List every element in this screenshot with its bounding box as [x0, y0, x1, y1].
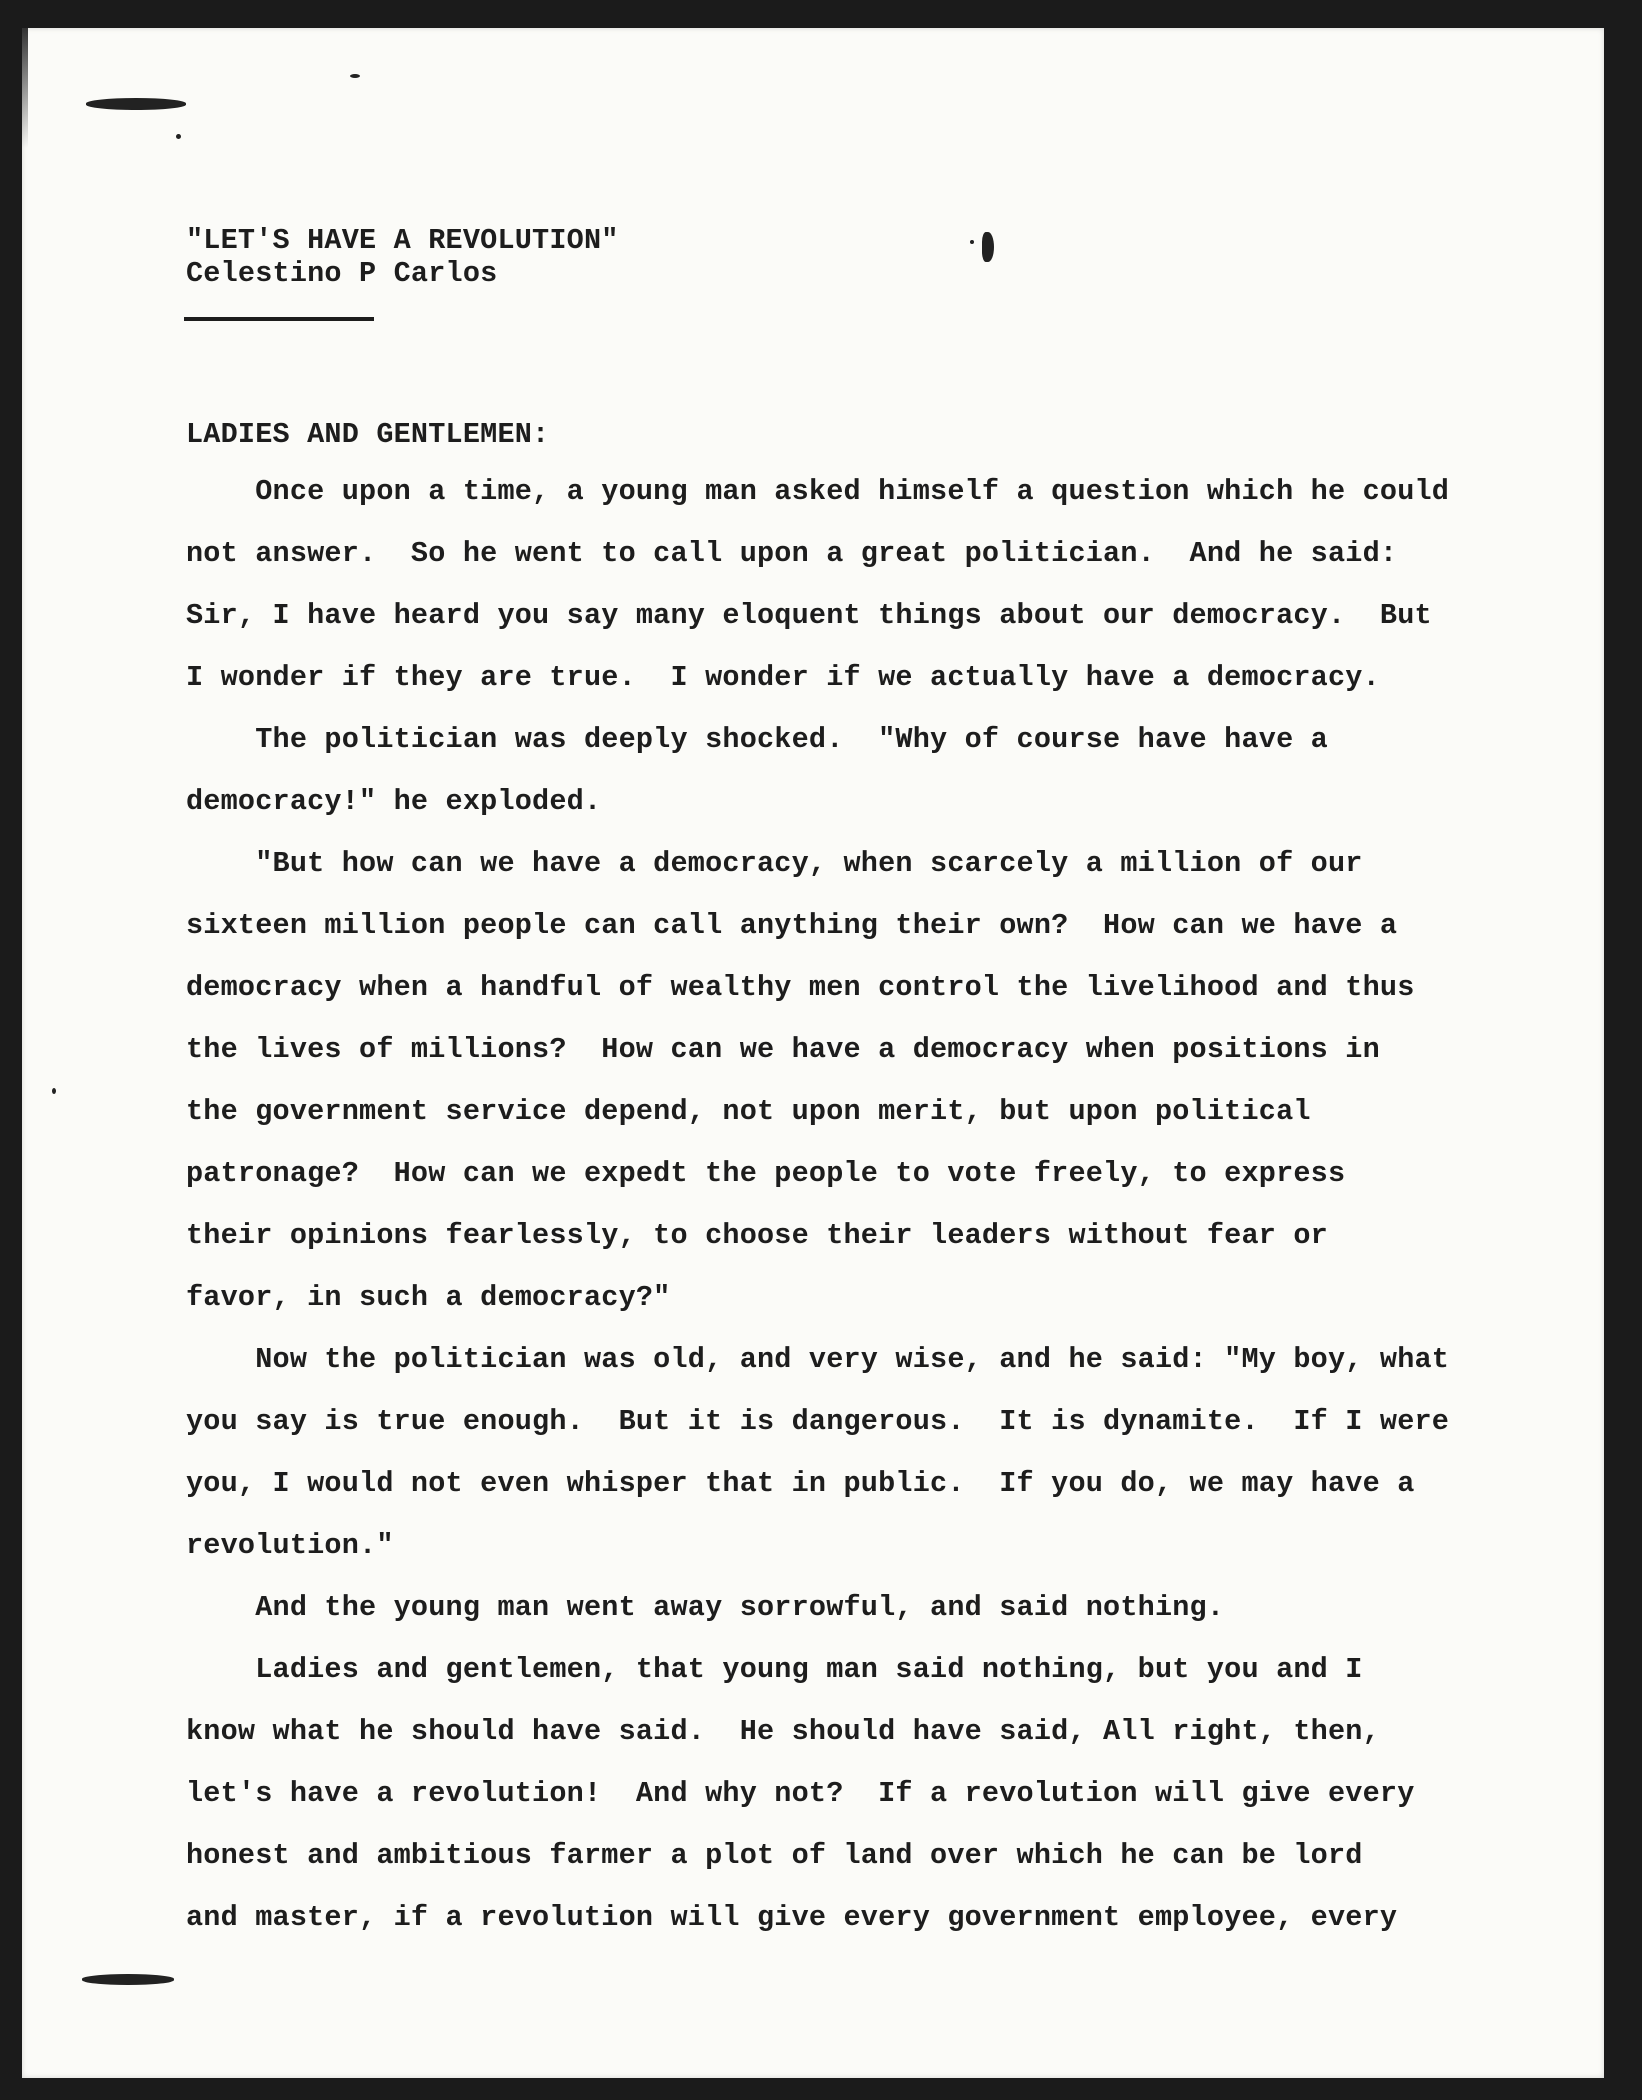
text-line: revolution."	[186, 1529, 394, 1562]
text-line: sixteen million people can call anything their own? How can we have a	[186, 909, 1398, 942]
text-line: not answer. So he went to call upon a great politician. And he said:	[186, 537, 1398, 570]
ink-speck	[52, 1088, 56, 1094]
text-line: Sir, I have heard you say many eloquent things about our democracy. But	[186, 599, 1432, 632]
document-author: Celestino P Carlos	[186, 257, 498, 290]
text-line: you, I would not even whisper that in public. If you do, we may have a	[186, 1467, 1415, 1500]
binding-streak	[22, 28, 28, 148]
text-line: patronage? How can we expedt the people to vote freely, to express	[186, 1157, 1346, 1190]
text-line: democracy when a handful of wealthy men control the livelihood and thus	[186, 971, 1415, 1004]
ink-speck	[982, 232, 994, 262]
text-line: "But how can we have a democracy, when scarcely a million of our	[186, 847, 1363, 880]
text-line: Now the politician was old, and very wise, and he said: "My boy, what	[186, 1343, 1450, 1376]
document-title: "LET'S HAVE A REVOLUTION"	[186, 224, 619, 257]
text-line: Once upon a time, a young man asked himself a question which he could	[186, 475, 1450, 508]
text-line: know what he should have said. He should have said, All right, then,	[186, 1715, 1380, 1748]
ink-speck	[350, 74, 360, 78]
speech-body	[186, 476, 1449, 1964]
text-line: their opinions fearlessly, to choose their leaders without fear or	[186, 1219, 1328, 1252]
text-line: And the young man went away sorrowful, and said nothing.	[186, 1591, 1225, 1624]
text-line: the lives of millions? How can we have a democracy when positions in	[186, 1033, 1380, 1066]
punch-hole-mark-top	[86, 98, 186, 110]
ink-speck	[176, 134, 181, 139]
text-line: let's have a revolution! And why not? If a revolution will give every	[186, 1777, 1415, 1810]
text-line: the government service depend, not upon merit, but upon political	[186, 1095, 1311, 1128]
text-line: honest and ambitious farmer a plot of land over which he can be lord	[186, 1839, 1363, 1872]
text-line: democracy!" he exploded.	[186, 785, 602, 818]
punch-hole-mark-bottom	[82, 1974, 174, 1985]
text-line: and master, if a revolution will give every government employee, every	[186, 1901, 1398, 1934]
text-line: Ladies and gentlemen, that young man said nothing, but you and I	[186, 1653, 1363, 1686]
ink-speck	[970, 240, 974, 244]
salutation: LADIES AND GENTLEMEN:	[186, 418, 550, 451]
text-line: favor, in such a democracy?"	[186, 1281, 671, 1314]
text-line: you say is true enough. But it is dangerous. It is dynamite. If I were	[186, 1405, 1450, 1438]
text-line: The politician was deeply shocked. "Why of course have have a	[186, 723, 1328, 756]
text-line: I wonder if they are true. I wonder if we actually have a democracy.	[186, 661, 1380, 694]
title-underline	[184, 317, 374, 321]
